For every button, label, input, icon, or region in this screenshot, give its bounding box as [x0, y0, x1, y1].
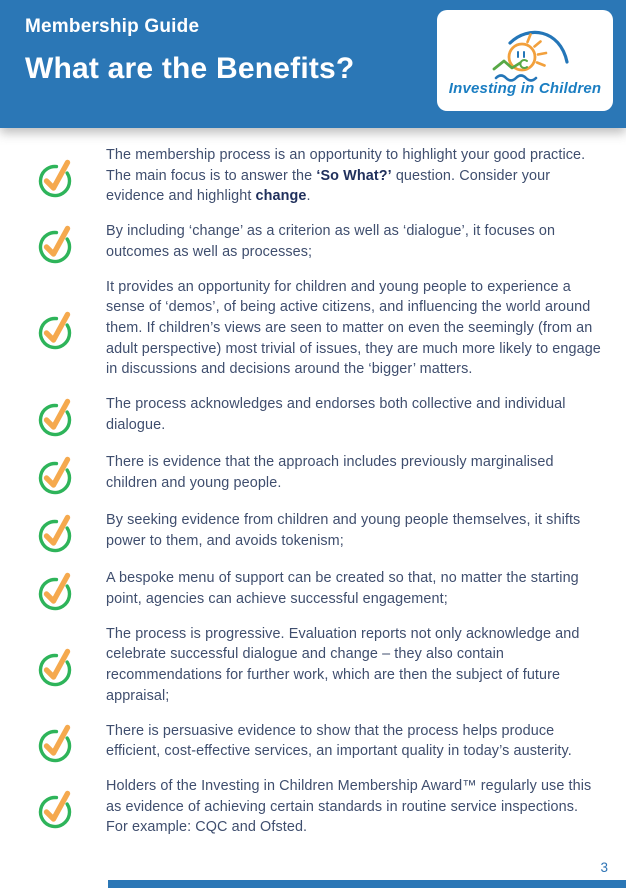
benefit-text: [106, 394, 602, 435]
benefit-text-segment: It provides an opportunity for children and young people to experience a sense of ‘demos’, of being active citizens, and influencing the world around them. If children’s views are seen to matter on even the seemingly (from an adult perspective) most trivial of issues, they are much more likely to engage in discussions and decisions around the ‘bigger’ matters.: [106, 278, 601, 378]
benefits-list: [0, 145, 626, 850]
benefit-text: [106, 452, 602, 493]
investing-in-children-logo-icon: [450, 24, 600, 86]
check-circle-icon: [36, 450, 80, 496]
benefit-text-segment: The process is progressive. Evaluation reports not only acknowledge and celebrate successful dialogue and change – they also contain recommendations for further work, which are then the subject of future appraisal;: [106, 625, 580, 704]
benefit-text: [106, 624, 602, 706]
benefit-text-segment: By including ‘change’ as a criterion as well as ‘dialogue’, it focuses on outcomes as well as processes;: [106, 223, 556, 260]
benefit-item: [36, 145, 612, 207]
benefit-text: [106, 776, 602, 838]
benefit-item: [36, 776, 612, 838]
footer-accent-bar: [108, 880, 626, 888]
benefit-text-segment: The membership process is an opportunity to highlight your good practice. The main focus is to answer the: [106, 147, 586, 184]
check-circle-icon: [36, 784, 80, 830]
benefit-item: [36, 450, 612, 496]
benefit-text: [106, 277, 602, 380]
benefit-item: [36, 624, 612, 706]
check-circle-icon: [36, 508, 80, 554]
check-circle-icon: [36, 305, 80, 351]
page-number: 3: [600, 860, 608, 875]
benefit-text: [106, 568, 602, 609]
benefit-item: [36, 508, 612, 554]
check-circle-icon: [36, 566, 80, 612]
check-circle-icon: [36, 153, 80, 199]
page-header: [0, 0, 626, 128]
benefit-text-segment: .: [306, 188, 311, 205]
check-circle-icon: [36, 219, 80, 265]
benefit-text-segment: There is persuasive evidence to show that the process helps produce efficient, cost-effective services, an important quality in today’s austerity.: [106, 722, 572, 760]
benefit-item: [36, 566, 612, 612]
benefit-item: [36, 277, 612, 380]
benefit-text-bold: ‘So What?’: [316, 167, 392, 184]
benefit-text-segment: question. Consider your evidence and highlight: [106, 167, 551, 205]
benefit-item: [36, 392, 612, 438]
benefit-text-segment: There is evidence that the approach includes previously marginalised children and young people.: [106, 454, 554, 491]
benefit-text-segment: A bespoke menu of support can be created so that, no matter the starting point, agencies can achieve successful engagement;: [106, 570, 579, 607]
benefit-text: [106, 221, 602, 262]
check-circle-icon: [36, 642, 80, 688]
logo-card: [437, 10, 613, 111]
page-title: What are the Benefits?: [25, 52, 355, 85]
logo-wordmark: Investing in Children: [448, 80, 602, 97]
benefit-text-segment: Holders of the Investing in Children Membership Award™ regularly use this as evidence of achieving certain standards in routine service inspections. For example: CQC and Ofsted.: [106, 778, 592, 836]
benefit-text-segment: The process acknowledges and endorses both collective and individual dialogue.: [106, 396, 566, 433]
check-circle-icon: [36, 392, 80, 438]
check-circle-icon: [36, 718, 80, 764]
guide-label: Membership Guide: [25, 16, 200, 37]
benefit-item: [36, 219, 612, 265]
benefit-text-bold: change: [255, 188, 307, 205]
benefit-text-segment: By seeking evidence from children and young people themselves, it shifts power to them, and avoids tokenism;: [106, 512, 581, 549]
benefit-text: [106, 510, 602, 551]
benefit-text: [106, 145, 602, 207]
benefit-item: [36, 718, 612, 764]
benefit-text: [106, 721, 602, 762]
